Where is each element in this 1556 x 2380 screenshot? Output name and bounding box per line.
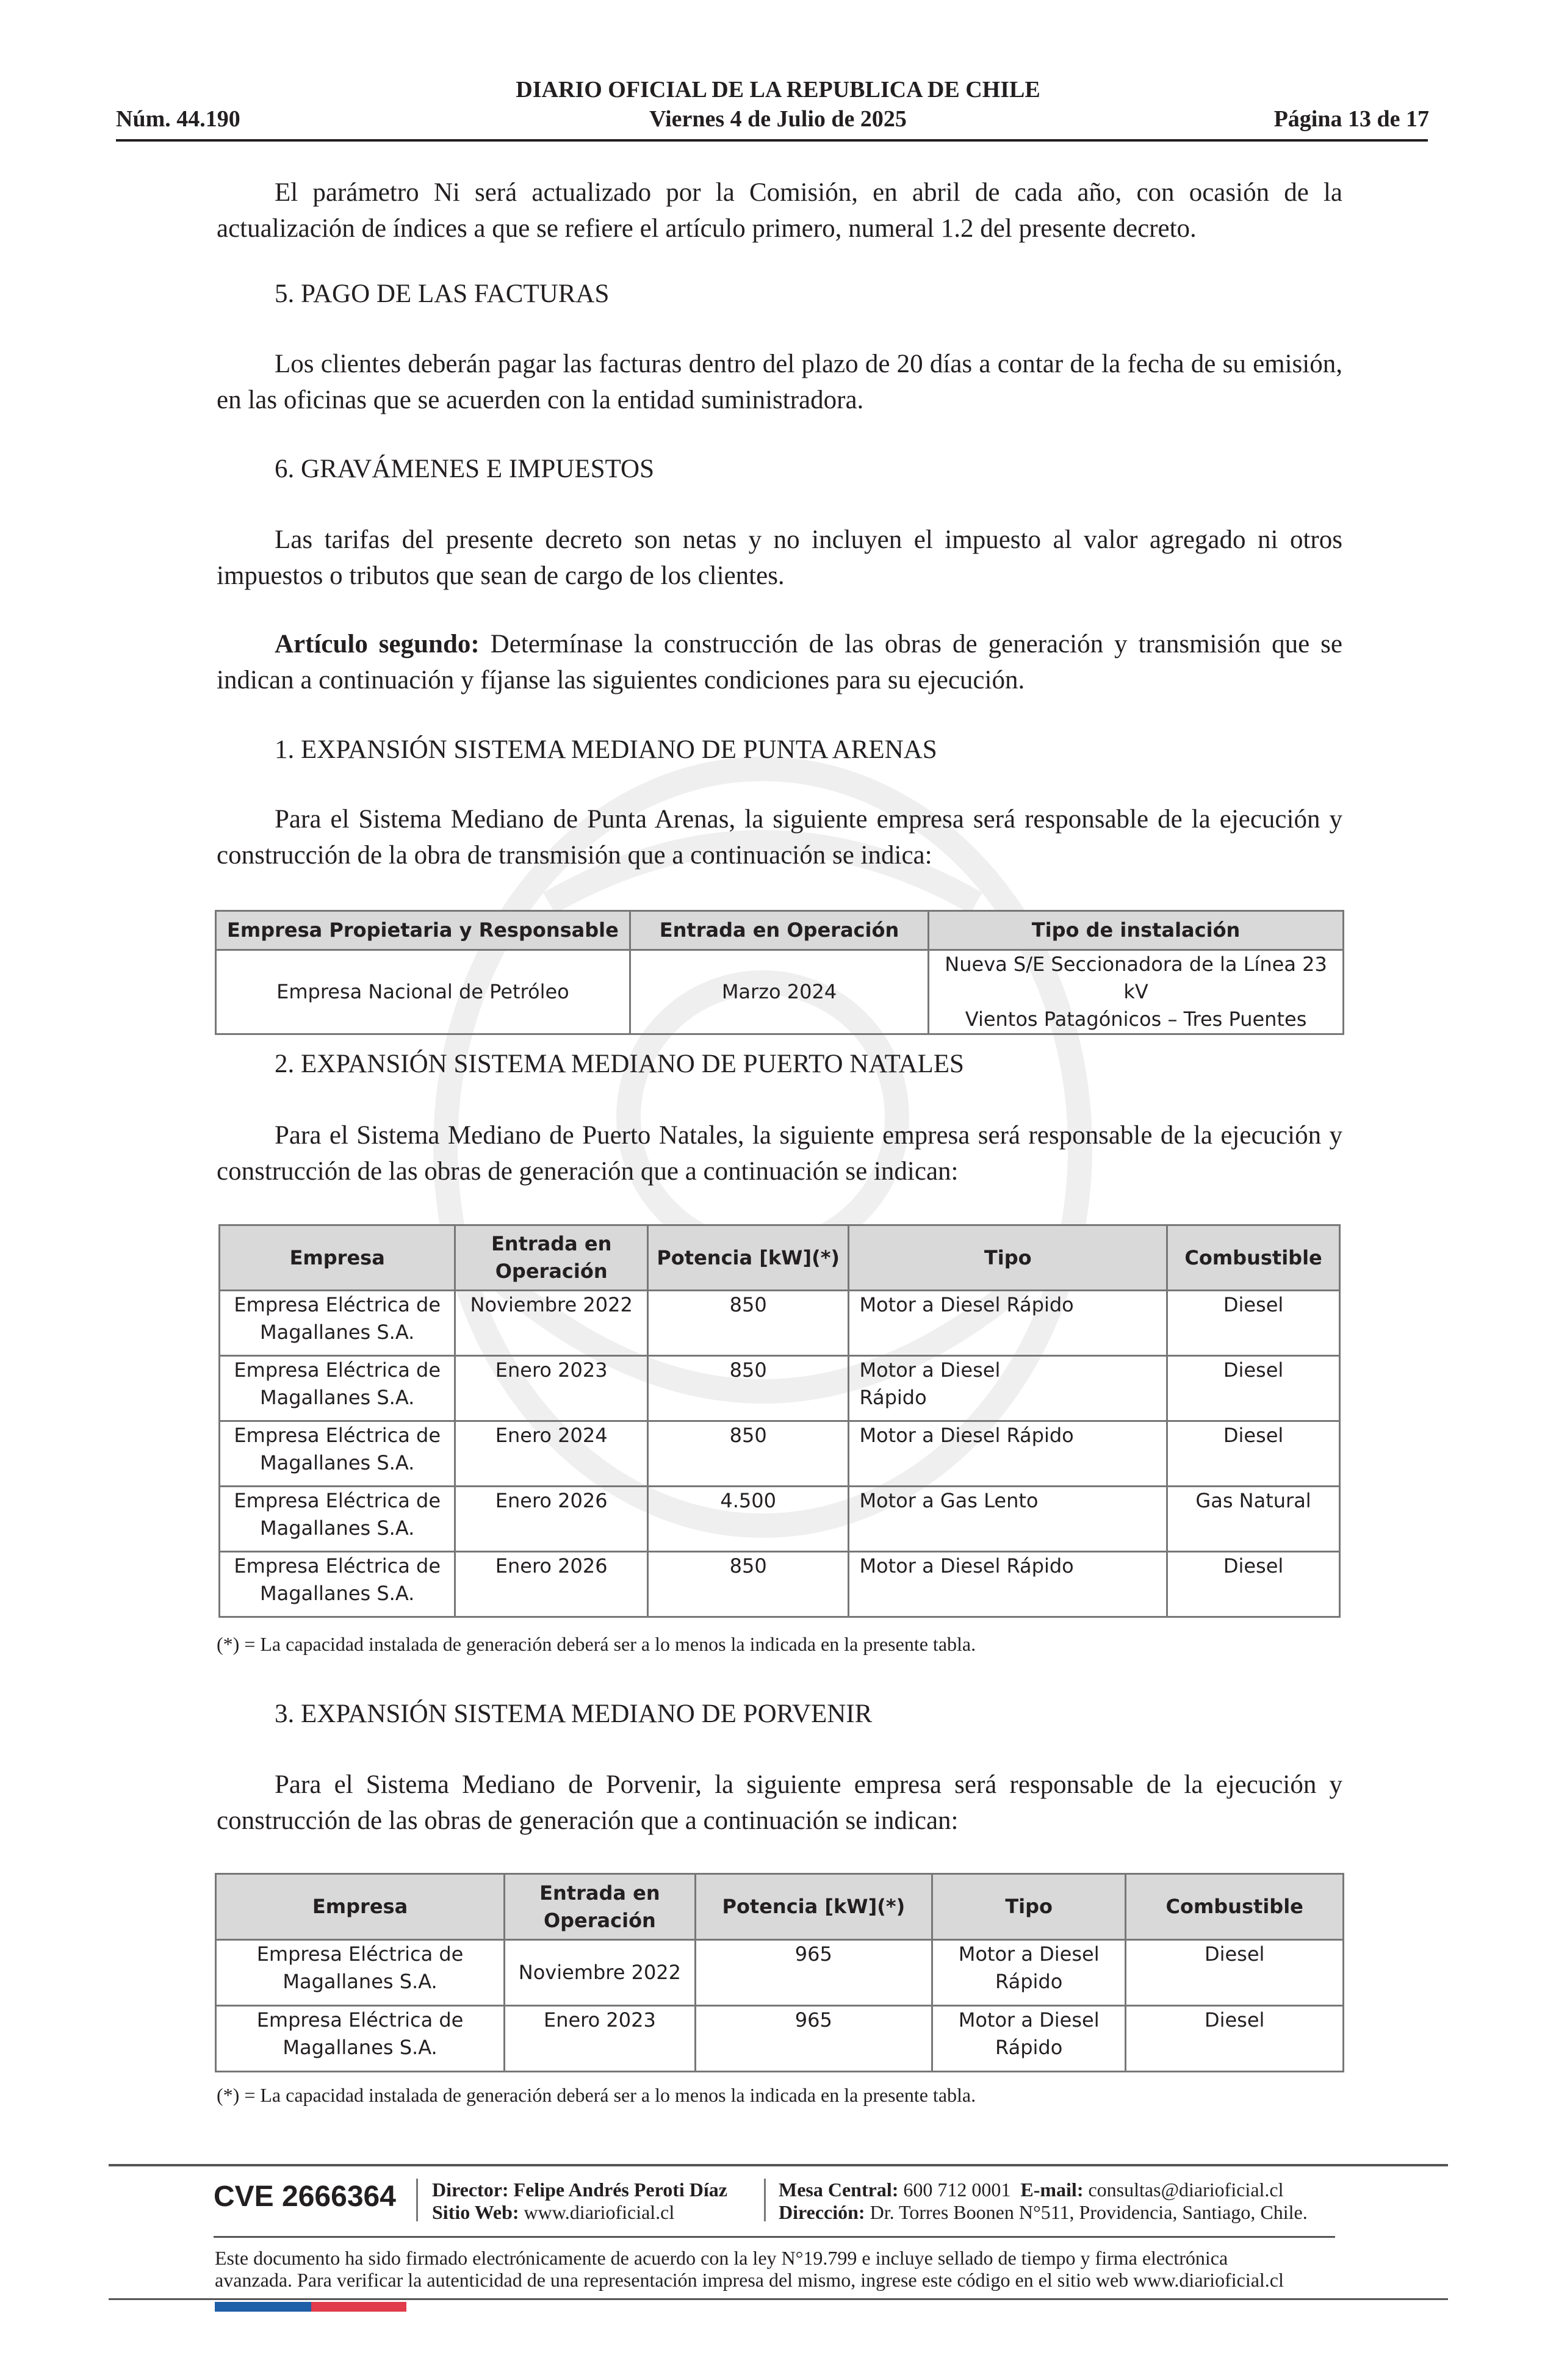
table-cell — [929, 950, 1344, 1034]
header-line: Entrada en — [539, 1881, 660, 1905]
cell-line: Rápido — [995, 1970, 1063, 1993]
table-cell: Enero 2026 — [455, 1487, 648, 1552]
issue-date: Viernes 4 de Julio de 2025 — [649, 106, 907, 132]
table-cell — [932, 1940, 1125, 2006]
table-row — [220, 1421, 1340, 1487]
capacity-footnote: (*) = La capacidad instalada de generación deberá ser a lo menos la indicada en la presente tabla. — [217, 1633, 976, 1655]
table-cell — [220, 1487, 455, 1552]
director-name: Felipe Andrés Peroti Díaz — [513, 2179, 727, 2201]
table-row — [220, 1291, 1340, 1356]
table-cell: 965 — [695, 2006, 932, 2072]
column-header: Potencia [kW](*) — [647, 1225, 848, 1291]
column-header: Tipo — [932, 1874, 1125, 1940]
cell-line: Motor a Diesel Rápido — [859, 1554, 1074, 1578]
cve-code: CVE 2666364 — [214, 2180, 396, 2213]
cell-line: Rápido — [859, 1386, 927, 1409]
table-row — [216, 1940, 1344, 2006]
capacity-footnote: (*) = La capacidad instalada de generación deberá ser a lo menos la indicada en la presente tabla. — [217, 2084, 976, 2106]
legal-notice-line-1: Este documento ha sido firmado electrónicamente de acuerdo con la ley N°19.799 e incluye sellado de tiempo y firma electrónica — [215, 2247, 1228, 2269]
table-cell — [220, 1356, 455, 1421]
legal-notice-line-2: avanzada. Para verificar la autenticidad de una representación impresa del mismo, ingrese este código en el sitio web www.diarioficial.cl — [215, 2269, 1284, 2291]
paragraph-text: Los clientes deberán pagar las facturas dentro del plazo de 20 días a contar de la fecha de su emisión, en las oficinas que se acuerden con la entidad suministradora. — [217, 350, 1342, 414]
table-cell: Diesel — [1167, 1291, 1340, 1356]
cell-line: Motor a Diesel — [958, 2008, 1100, 2032]
footer-bottom-rule — [109, 2298, 1448, 2300]
paragraph-text: Para el Sistema Mediano de Punta Arenas, la siguiente empresa será responsable de la ejecución y construcción de la obra de transmisión que a continuación se indica: — [217, 805, 1342, 870]
table-cell: Diesel — [1167, 1421, 1340, 1487]
cell-line: Rápido — [995, 2036, 1063, 2059]
page-number: Página 13 de 17 — [1273, 106, 1429, 132]
address-value: Dr. Torres Boonen N°511, Providencia, Santiago, Chile. — [870, 2201, 1308, 2223]
table-cell — [849, 1356, 1167, 1421]
paragraph-text: El parámetro Ni será actualizado por la Comisión, en abril de cada año, con ocasión de la actualización de índices a que se refiere el artículo primero, numeral 1.2 del presente decreto. — [217, 178, 1342, 243]
paragraph-ni-parameter — [217, 175, 1342, 247]
cell-line: Empresa Eléctrica de — [234, 1554, 441, 1578]
cell-line: Nueva S/E Seccionadora de la Línea 23 kV — [945, 953, 1327, 1003]
header-rule — [116, 139, 1428, 142]
paragraph-text: Determínase la construcción de las obras de generación y transmisión que se indican a continuación y fíjanse las siguientes condiciones para su ejecución. — [217, 630, 1342, 694]
section-heading-punta-arenas: 1. EXPANSIÓN SISTEMA MEDIANO DE PUNTA ARENAS — [275, 735, 937, 764]
address-label: Dirección: — [779, 2201, 865, 2223]
table-cell: Noviembre 2022 — [455, 1291, 648, 1356]
column-header — [455, 1225, 648, 1291]
table-cell: 850 — [647, 1356, 848, 1421]
mesa-value: 600 712 0001 — [903, 2179, 1011, 2201]
flag-bar-red — [311, 2302, 406, 2312]
paragraph-tarifas — [217, 522, 1342, 594]
table-cell: 965 — [695, 1940, 932, 2006]
cell-line: Magallanes S.A. — [260, 1321, 415, 1344]
table-cell: Noviembre 2022 — [505, 1940, 696, 2006]
table-cell: Empresa Nacional de Petróleo — [216, 950, 630, 1034]
table-puerto-natales — [218, 1224, 1341, 1618]
contact-line — [779, 2179, 1284, 2201]
column-header: Combustible — [1126, 1874, 1344, 1940]
paragraph-text: Para el Sistema Mediano de Porvenir, la siguiente empresa será responsable de la ejecución y construcción de las obras de generación que a continuación se indican: — [217, 1770, 1342, 1835]
website-line — [432, 2201, 674, 2223]
cell-line: Magallanes S.A. — [283, 1970, 438, 1993]
paragraph-punta-arenas — [217, 801, 1342, 873]
cell-line: Motor a Diesel — [859, 1358, 1001, 1382]
cell-line: Empresa Eléctrica de — [234, 1358, 441, 1382]
table-cell — [220, 1552, 455, 1617]
paragraph-porvenir — [217, 1767, 1342, 1839]
footer-divider — [416, 2179, 418, 2221]
newspaper-title: DIARIO OFICIAL DE LA REPUBLICA DE CHILE — [516, 77, 1040, 103]
cell-line: Motor a Gas Lento — [859, 1489, 1039, 1512]
column-header: Combustible — [1167, 1225, 1340, 1291]
email-label: E-mail: — [1020, 2179, 1084, 2201]
table-cell: 850 — [647, 1291, 848, 1356]
cell-line: Empresa Eléctrica de — [234, 1293, 441, 1316]
table-header-row — [216, 1874, 1344, 1940]
footer-top-rule — [109, 2164, 1448, 2166]
footer-mid-rule — [214, 2236, 1335, 2238]
paragraph-text: Para el Sistema Mediano de Puerto Natales, la siguiente empresa será responsable de la ejecución y construcción de las obras de generación que a continuación se indican: — [217, 1121, 1342, 1186]
paragraph-text: Las tarifas del presente decreto son netas y no incluyen el impuesto al valor agregado ni otros impuestos o tributos que sean de cargo de los clientes. — [217, 525, 1342, 590]
column-header: Tipo de instalación — [929, 911, 1344, 950]
table-cell — [220, 1421, 455, 1487]
table-row — [220, 1356, 1340, 1421]
article-label: Artículo segundo: — [275, 630, 480, 658]
cell-line: Empresa Eléctrica de — [256, 2008, 464, 2032]
table-cell — [849, 1421, 1167, 1487]
table-cell: Gas Natural — [1167, 1487, 1340, 1552]
footer-divider — [764, 2179, 766, 2221]
section-heading-porvenir: 3. EXPANSIÓN SISTEMA MEDIANO DE PORVENIR — [275, 1700, 873, 1728]
table-cell: Diesel — [1126, 1940, 1344, 2006]
table-cell — [932, 2006, 1125, 2072]
table-cell: Diesel — [1167, 1356, 1340, 1421]
table-cell: Enero 2024 — [455, 1421, 648, 1487]
cell-line: Motor a Diesel Rápido — [859, 1293, 1074, 1316]
column-header — [505, 1874, 696, 1940]
header-line: Operación — [543, 1908, 656, 1932]
section-heading-5: 5. PAGO DE LAS FACTURAS — [275, 279, 610, 308]
website-label: Sitio Web: — [432, 2201, 519, 2223]
header-line: Operación — [495, 1260, 608, 1283]
column-header: Empresa Propietaria y Responsable — [216, 911, 630, 950]
table-cell: Marzo 2024 — [630, 950, 928, 1034]
table-header-row — [220, 1225, 1340, 1291]
table-porvenir — [215, 1873, 1344, 2072]
table-cell: 850 — [647, 1421, 848, 1487]
paragraph-pago — [217, 346, 1342, 418]
table-cell — [849, 1291, 1167, 1356]
flag-bar-blue — [215, 2302, 311, 2312]
cell-line: Magallanes S.A. — [260, 1386, 415, 1409]
section-heading-puerto-natales: 2. EXPANSIÓN SISTEMA MEDIANO DE PUERTO NATALES — [275, 1050, 964, 1078]
cell-line: Empresa Eléctrica de — [234, 1489, 441, 1512]
website-link[interactable]: www.diarioficial.cl — [524, 2201, 675, 2223]
table-row — [216, 2006, 1344, 2072]
header-line: Entrada en — [491, 1232, 612, 1255]
table-row — [220, 1552, 1340, 1617]
table-header-row — [216, 911, 1344, 950]
table-cell: Diesel — [1167, 1552, 1340, 1617]
paragraph-articulo-segundo — [217, 626, 1342, 698]
column-header: Tipo — [849, 1225, 1167, 1291]
column-header: Empresa — [216, 1874, 505, 1940]
mesa-label: Mesa Central: — [779, 2179, 899, 2201]
director-label: Director: — [432, 2179, 509, 2201]
table-cell — [849, 1552, 1167, 1617]
cell-line: Empresa Eléctrica de — [256, 1942, 464, 1966]
cell-line: Motor a Diesel — [958, 1942, 1100, 1966]
table-cell — [220, 1291, 455, 1356]
cell-line: Motor a Diesel Rápido — [859, 1424, 1074, 1447]
table-cell: 4.500 — [647, 1487, 848, 1552]
cell-line: Vientos Patagónicos – Tres Puentes — [965, 1008, 1307, 1031]
table-cell — [849, 1487, 1167, 1552]
table-row — [220, 1487, 1340, 1552]
cell-line: Empresa Eléctrica de — [234, 1424, 441, 1447]
email-link[interactable]: consultas@diarioficial.cl — [1088, 2179, 1284, 2201]
table-cell: Enero 2023 — [505, 2006, 696, 2072]
column-header: Potencia [kW](*) — [695, 1874, 932, 1940]
column-header: Entrada en Operación — [630, 911, 928, 950]
cell-line: Magallanes S.A. — [260, 1451, 415, 1474]
section-heading-6: 6. GRAVÁMENES E IMPUESTOS — [275, 455, 655, 483]
issue-number: Núm. 44.190 — [116, 106, 240, 132]
table-cell: Enero 2026 — [455, 1552, 648, 1617]
paragraph-puerto-natales — [217, 1117, 1342, 1189]
cell-line: Magallanes S.A. — [260, 1516, 415, 1540]
table-cell: Enero 2023 — [455, 1356, 648, 1421]
table-cell: Diesel — [1126, 2006, 1344, 2072]
director-line — [432, 2179, 727, 2201]
cell-line: Magallanes S.A. — [260, 1582, 415, 1605]
table-cell — [216, 1940, 505, 2006]
table-punta-arenas — [215, 910, 1344, 1035]
address-line — [779, 2201, 1308, 2223]
column-header: Empresa — [220, 1225, 455, 1291]
table-cell: 850 — [647, 1552, 848, 1617]
table-cell — [216, 2006, 505, 2072]
cell-line: Magallanes S.A. — [283, 2036, 438, 2059]
table-row — [216, 950, 1344, 1034]
